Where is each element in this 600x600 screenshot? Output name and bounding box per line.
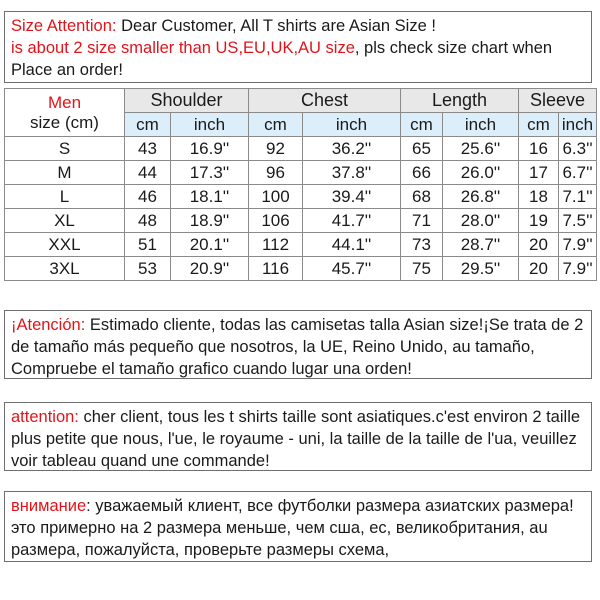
table-cell: 46 bbox=[125, 185, 171, 209]
size-label: XL bbox=[5, 209, 125, 233]
unit-header-inch: inch bbox=[171, 113, 249, 137]
table-cell: 16 bbox=[519, 137, 559, 161]
unit-header-inch: inch bbox=[559, 113, 597, 137]
table-cell: 25.6'' bbox=[443, 137, 519, 161]
unit-header-cm: cm bbox=[401, 113, 443, 137]
table-cell: 44.1'' bbox=[303, 233, 401, 257]
table-cell: 20 bbox=[519, 233, 559, 257]
table-cell: 18.1'' bbox=[171, 185, 249, 209]
table-cell: 68 bbox=[401, 185, 443, 209]
size-attention-highlight: is about 2 size smaller than US,EU,UK,AU size bbox=[11, 39, 355, 57]
table-cell: 39.4'' bbox=[303, 185, 401, 209]
size-chart-table bbox=[4, 88, 597, 281]
table-cell: 28.7'' bbox=[443, 233, 519, 257]
size-chart bbox=[4, 88, 596, 281]
table-cell: 53 bbox=[125, 257, 171, 281]
table-cell: 112 bbox=[249, 233, 303, 257]
table-row bbox=[5, 137, 597, 161]
table-cell: 71 bbox=[401, 209, 443, 233]
size-unit-label: size (cm) bbox=[30, 112, 99, 132]
table-cell: 92 bbox=[249, 137, 303, 161]
russian-notice-label: внимание bbox=[11, 497, 87, 515]
table-cell: 41.7'' bbox=[303, 209, 401, 233]
unit-header-cm: cm bbox=[519, 113, 559, 137]
size-rows bbox=[5, 137, 597, 281]
russian-notice bbox=[4, 491, 592, 562]
table-cell: 43 bbox=[125, 137, 171, 161]
table-cell: 45.7'' bbox=[303, 257, 401, 281]
table-cell: 7.9'' bbox=[559, 257, 597, 281]
table-cell: 28.0'' bbox=[443, 209, 519, 233]
table-cell: 44 bbox=[125, 161, 171, 185]
spanish-notice bbox=[4, 310, 592, 379]
table-cell: 48 bbox=[125, 209, 171, 233]
table-cell: 17 bbox=[519, 161, 559, 185]
size-label: XXL bbox=[5, 233, 125, 257]
header-chest: Chest bbox=[249, 89, 401, 113]
size-label: M bbox=[5, 161, 125, 185]
table-row bbox=[5, 257, 597, 281]
spanish-notice-label: ¡Atención: bbox=[11, 316, 86, 334]
table-cell: 6.3'' bbox=[559, 137, 597, 161]
table-cell: 20.9'' bbox=[171, 257, 249, 281]
table-cell: 20 bbox=[519, 257, 559, 281]
size-attention-text-2: , pls check size chart when Place an order! bbox=[11, 39, 553, 79]
header-length: Length bbox=[401, 89, 519, 113]
table-row bbox=[5, 209, 597, 233]
table-cell: 116 bbox=[249, 257, 303, 281]
table-cell: 18 bbox=[519, 185, 559, 209]
table-cell: 66 bbox=[401, 161, 443, 185]
unit-header-inch: inch bbox=[303, 113, 401, 137]
table-cell: 96 bbox=[249, 161, 303, 185]
table-row bbox=[5, 233, 597, 257]
table-cell: 17.3'' bbox=[171, 161, 249, 185]
table-cell: 6.7'' bbox=[559, 161, 597, 185]
table-cell: 26.8'' bbox=[443, 185, 519, 209]
table-cell: 65 bbox=[401, 137, 443, 161]
table-cell: 7.5'' bbox=[559, 209, 597, 233]
size-label: S bbox=[5, 137, 125, 161]
table-cell: 20.1'' bbox=[171, 233, 249, 257]
french-notice bbox=[4, 402, 592, 471]
men-label: Men bbox=[47, 92, 82, 112]
header-group-row bbox=[5, 89, 597, 113]
table-cell: 106 bbox=[249, 209, 303, 233]
unit-header-cm: cm bbox=[249, 113, 303, 137]
table-cell: 36.2'' bbox=[303, 137, 401, 161]
table-cell: 75 bbox=[401, 257, 443, 281]
table-cell: 7.1'' bbox=[559, 185, 597, 209]
size-label: 3XL bbox=[5, 257, 125, 281]
header-shoulder: Shoulder bbox=[125, 89, 249, 113]
french-notice-text: cher client, tous les t shirts taille sont asiatiques.c'est environ 2 taille plus petite que nous, l'ue, le royaume - uni, la taille de la taille de l'ua, veuillez voir tableau quand une commande! bbox=[11, 408, 581, 470]
header-sleeve: Sleeve bbox=[519, 89, 597, 113]
table-cell: 29.5'' bbox=[443, 257, 519, 281]
table-cell: 73 bbox=[401, 233, 443, 257]
size-attention-label: Size Attention: bbox=[11, 17, 117, 35]
unit-header-cm: cm bbox=[125, 113, 171, 137]
french-notice-label: attention: bbox=[11, 408, 79, 426]
table-cell: 100 bbox=[249, 185, 303, 209]
table-cell: 16.9'' bbox=[171, 137, 249, 161]
table-row bbox=[5, 161, 597, 185]
men-size-header bbox=[5, 89, 125, 137]
table-cell: 18.9'' bbox=[171, 209, 249, 233]
table-cell: 37.8'' bbox=[303, 161, 401, 185]
table-row bbox=[5, 185, 597, 209]
table-cell: 19 bbox=[519, 209, 559, 233]
size-attention-notice bbox=[4, 11, 592, 83]
table-cell: 7.9'' bbox=[559, 233, 597, 257]
size-label: L bbox=[5, 185, 125, 209]
russian-notice-text: : уважаемый клиент, все футболки размера азиатских размера!это примерно на 2 размера меньше, чем сша, ес, великобритания, au размера, пожалуйста, проверьте размеры схема, bbox=[11, 497, 574, 559]
spanish-notice-text: Estimado cliente, todas las camisetas talla Asian size!¡Se trata de 2 de tamaño más pequeño que nosotros, la UE, Reino Unido, au tamaño, Compruebe el tamaño grafico cuando lugar una orden! bbox=[11, 316, 584, 378]
table-cell: 26.0'' bbox=[443, 161, 519, 185]
table-cell: 51 bbox=[125, 233, 171, 257]
size-attention-text: Dear Customer, All T shirts are Asian Size ! bbox=[116, 17, 436, 35]
unit-header-inch: inch bbox=[443, 113, 519, 137]
